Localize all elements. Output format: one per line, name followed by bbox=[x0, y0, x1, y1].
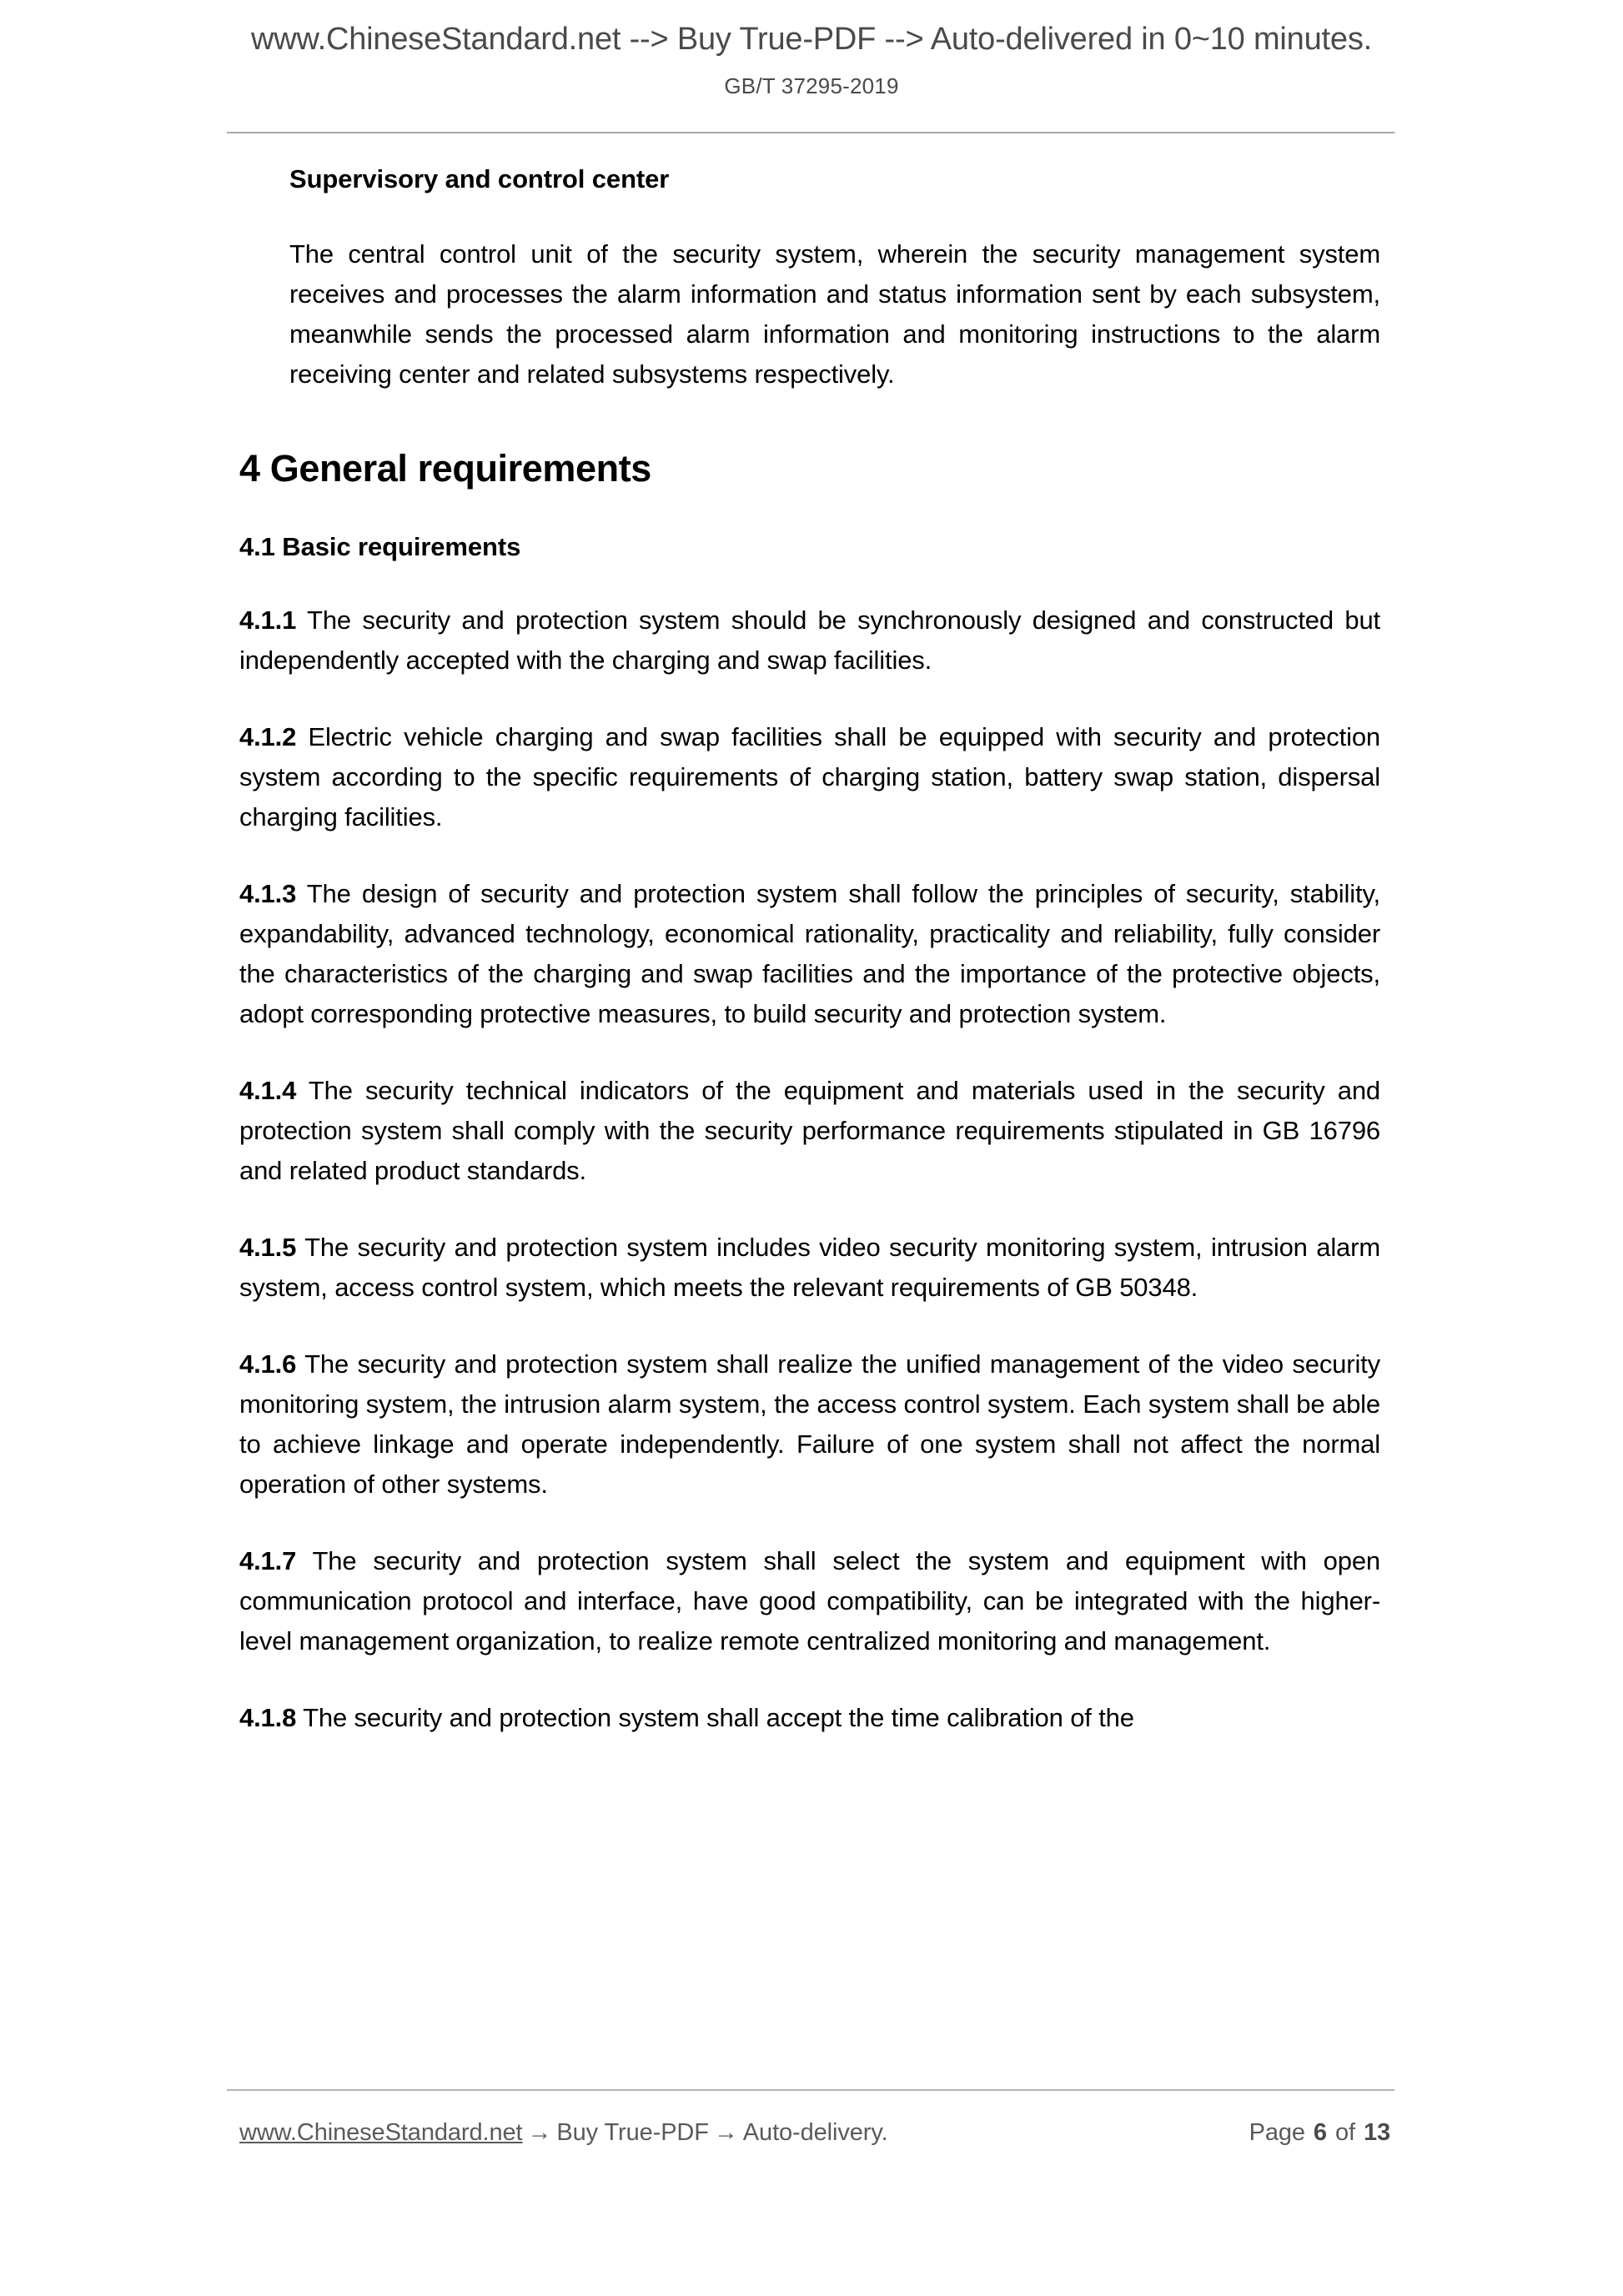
footer-divider bbox=[227, 2089, 1394, 2091]
clause-text: Electric vehicle charging and swap facilities shall be equipped with security and protection system according to the specific requirements of charging station, battery swap station, dispersal charging facilities. bbox=[239, 721, 1380, 831]
clause-number: 4.1.5 bbox=[239, 1232, 297, 1262]
clause-text: The security technical indicators of the equipment and materials used in the security and protection system shall comply with the security performance requirements stipulated in GB 16796 and related product standards. bbox=[239, 1075, 1380, 1185]
clause-text: The security and protection system should be synchronously designed and constructed but independently accepted with the charging and swap facilities. bbox=[239, 605, 1380, 675]
footer-site-link[interactable]: www.ChineseStandard.net bbox=[239, 2119, 523, 2146]
clause-number: 4.1.2 bbox=[239, 721, 297, 751]
section-title: 4 General requirements bbox=[239, 446, 651, 490]
clause-text: The design of security and protection system shall follow the principles of security, stability, expandability, advanced technology, economical rationality, practicality and reliability, fully consider the characteristics of the charging and swap facilities and the importance of the protective objects, adopt corresponding protective measures, to build security and protection system. bbox=[239, 878, 1380, 1028]
page-of-label: of bbox=[1334, 2119, 1355, 2146]
term-definition: The central control unit of the security system, wherein the security management system receives and processes the alarm information and status information sent by each subsystem, meanwhile sends the processed alarm information and monitoring instructions to the alarm receiving center and related subsystems respectively. bbox=[289, 239, 1380, 389]
clause-number: 4.1.4 bbox=[239, 1075, 297, 1105]
clause-4-1-7 bbox=[239, 1541, 1380, 1661]
page-footer bbox=[0, 2079, 1623, 2296]
clause-number: 4.1.1 bbox=[239, 605, 297, 635]
clause-number: 4.1.6 bbox=[239, 1349, 297, 1379]
footer-arrow-2-icon: → bbox=[713, 2119, 738, 2146]
clause-4-1-4 bbox=[239, 1071, 1380, 1191]
clause-number: 4.1.7 bbox=[239, 1545, 297, 1575]
header-divider bbox=[227, 132, 1394, 133]
header-standard-code: GB/T 37295-2019 bbox=[724, 73, 899, 98]
subsection-title: 4.1 Basic requirements bbox=[239, 531, 521, 561]
clause-4-1-5 bbox=[239, 1228, 1380, 1308]
document-content bbox=[239, 163, 1380, 1738]
page-indicator bbox=[1249, 2119, 1390, 2147]
clause-text: The security and protection system includes video security monitoring system, intrusion alarm system, access control system, which meets the relevant requirements of GB 50348. bbox=[239, 1232, 1380, 1302]
clause-4-1-3 bbox=[239, 874, 1380, 1034]
page-number: 6 bbox=[1313, 2119, 1327, 2146]
header-promo-text: www.ChineseStandard.net --> Buy True-PDF --> Auto-delivered in 0~10 minutes. bbox=[251, 22, 1372, 57]
clause-number: 4.1.3 bbox=[239, 878, 297, 908]
footer-arrow-1-icon: → bbox=[527, 2119, 552, 2146]
clause-number: 4.1.8 bbox=[239, 1702, 297, 1732]
clause-text: The security and protection system shall select the system and equipment with open communication protocol and interface, have good compatibility, can be integrated with the higher-level management organization, to realize remote centralized monitoring and management. bbox=[239, 1545, 1381, 1655]
term-heading: Supervisory and control center bbox=[289, 164, 670, 193]
clause-4-1-6 bbox=[239, 1344, 1380, 1505]
clause-text: The security and protection system shall accept the time calibration of the bbox=[303, 1702, 1134, 1732]
clause-4-1-2 bbox=[239, 717, 1380, 837]
page-label: Page bbox=[1249, 2119, 1305, 2146]
clause-text: The security and protection system shall realize the unified management of the video security monitoring system, the intrusion alarm system, the access control system. Each system shall be able to achieve linkage and operate independently. Failure of one system shall not affect the normal operation of other systems. bbox=[239, 1349, 1380, 1499]
clause-4-1-8 bbox=[239, 1698, 1380, 1738]
page-total: 13 bbox=[1363, 2119, 1390, 2146]
clause-4-1-1 bbox=[239, 600, 1380, 681]
footer-buy-label: Buy True-PDF bbox=[556, 2119, 709, 2146]
footer-delivery-label: Auto-delivery. bbox=[742, 2119, 888, 2146]
footer-content bbox=[239, 2119, 1390, 2147]
